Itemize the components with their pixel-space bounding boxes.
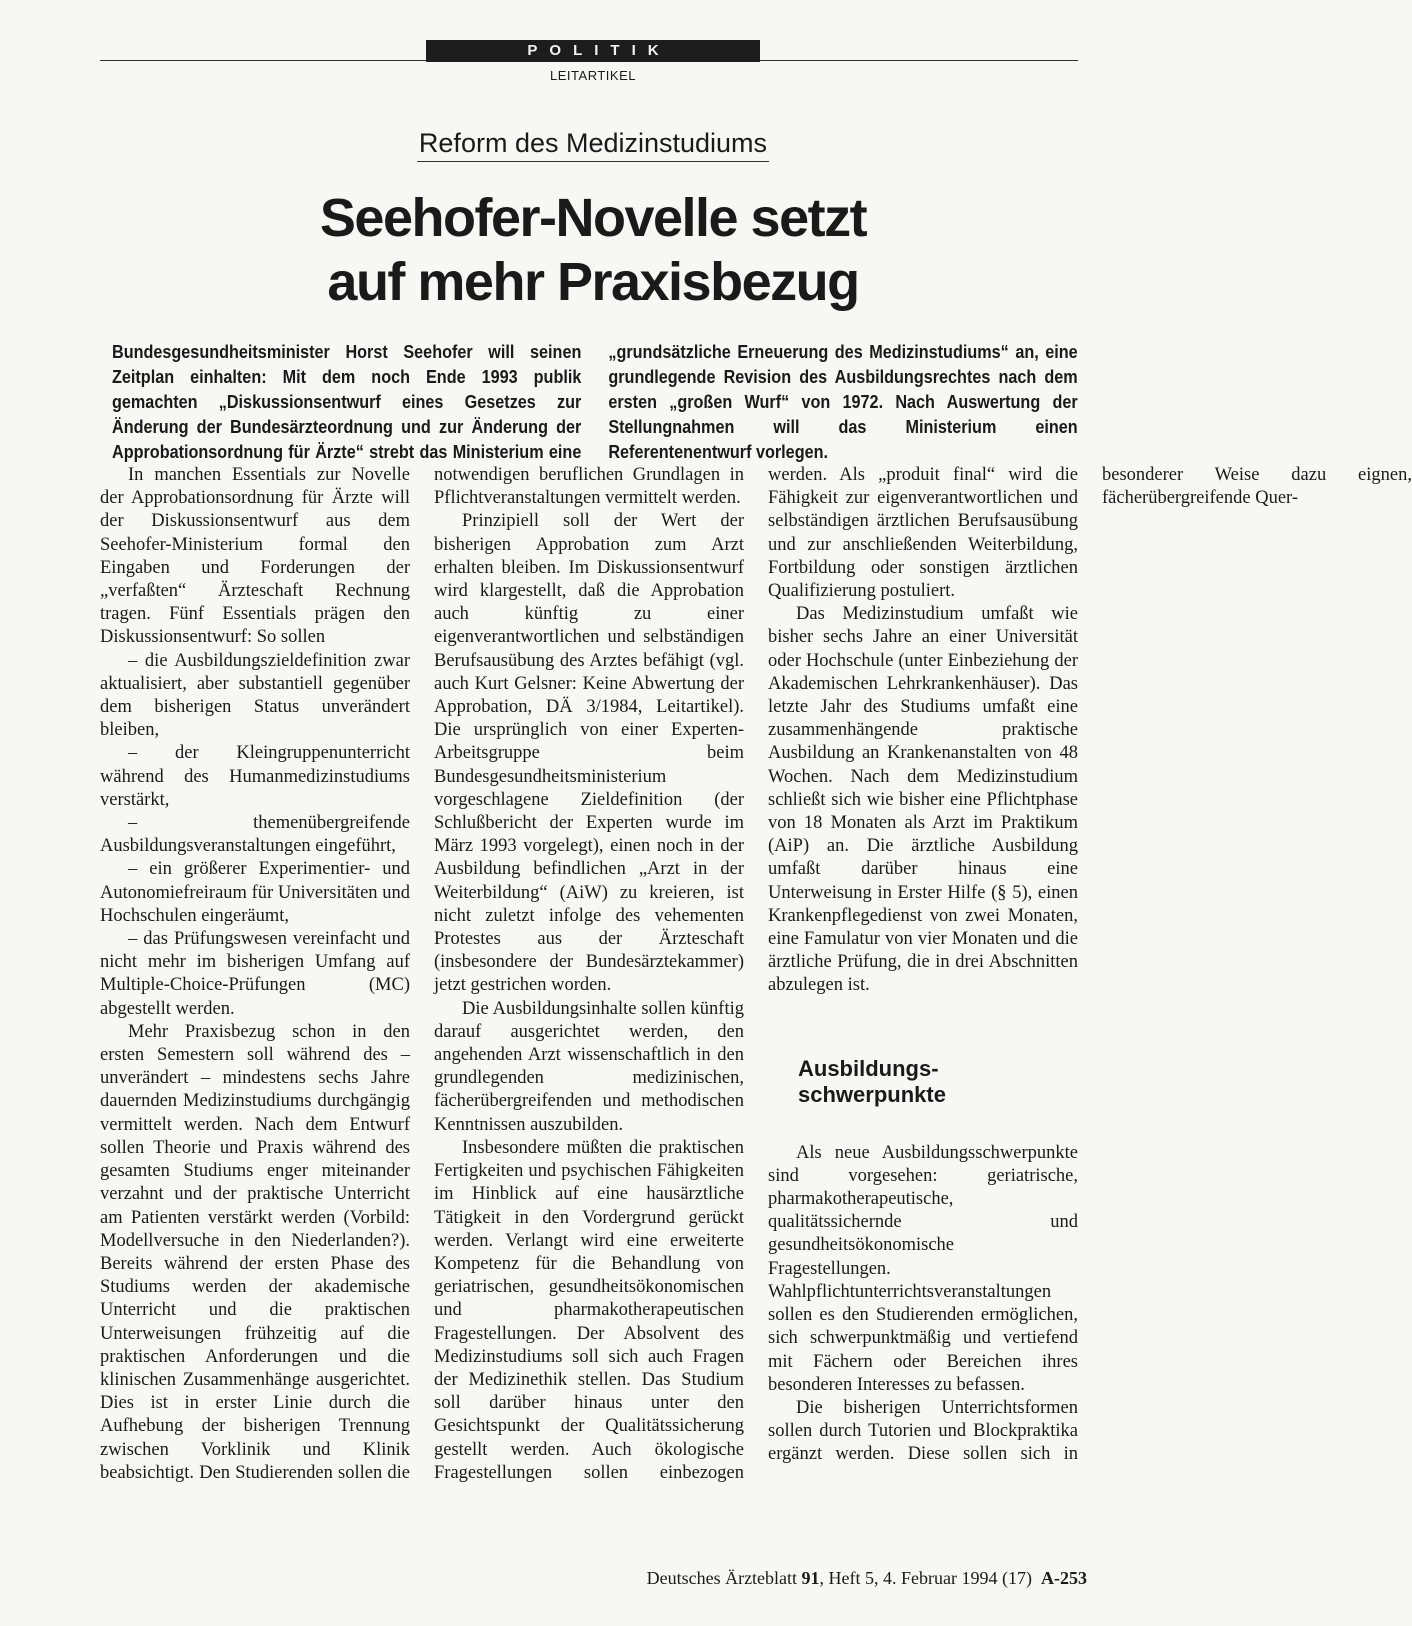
subsection-label: LEITARTIKEL	[550, 68, 636, 83]
list-item: – themenübergreifende Ausbildungsveranstaltungen eingeführt,	[100, 813, 410, 857]
top-rule-right	[760, 60, 1078, 61]
body-paragraph: Prinzipiell soll der Wert der bisherigen Approbation zum Arzt erhalten bleiben. Im Diskussionsentwurf wird klargestellt, daß die Approbation auch künftig zu einer eigenverantwortlichen und selbständigen Berufsausübung des Arztes befähigt (vgl. auch Kurt Gelsner: Keine Abwertung der Approbation, DÄ 3/1984, Leitartikel). Die ursprünglich von einer Experten-Arbeitsgruppe beim Bundesgesundheitsministerium vorgeschlagene Zieldefinition (der Schlußbericht der Experten wurde im März 1993 vorgelegt), einen noch in der Ausbildung befindlichen „Arzt in der Weiterbildung“ (AiW) zu kreieren, ist nicht zuletzt infolge des vehementen Protestes aus der Ärzteschaft (insbesondere der Bundesärztekammer) jetzt gestrichen worden.	[434, 511, 744, 996]
list-item: – der Kleingruppenunterricht während des Humanmedizinstudiums verstärkt,	[100, 743, 410, 810]
list-item: – die Ausbildungszieldefinition zwar aktualisiert, aber substantiell gegenüber dem bisherigen Status unverändert bleiben,	[100, 650, 410, 741]
footer-page: A-253	[1041, 1568, 1087, 1588]
section-label: POLITIK	[426, 40, 760, 62]
page-footer	[647, 1568, 1087, 1589]
headline-line-1: Seehofer-Novelle setzt	[319, 188, 867, 248]
list-item: – ein größerer Experimentier- und Autonomiefreiraum für Universitäten und Hochschulen eingeräumt,	[100, 859, 410, 926]
section-subhead: Ausbildungs- schwerpunkte	[798, 1055, 946, 1107]
body-paragraph: Als neue Ausbildungsschwerpunkte sind vorgesehen: geriatrische, pharmakotherapeutische, qualitätssichernde und gesundheitsökonomische Fragestellungen. Wahlpflichtunterrichtsveranstaltungen sollen es den Studierenden ermöglichen, sich schwerpunktmäßig und vertiefend mit Fächern oder Bereichen ihres besonderen Interesses zu befassen.	[768, 1142, 1078, 1395]
headline-line-2: auf mehr Praxisbezug	[327, 252, 859, 312]
footer-volume: 91	[801, 1568, 820, 1588]
body-paragraph: Die Ausbildungsinhalte sollen künftig darauf ausgerichtet werden, den angehenden Arzt wissenschaftlich in den grundlegenden medizinischen, fächerübergreifenden und methodischen Kenntnissen auszubilden.	[434, 998, 744, 1135]
list-item: – das Prüfungswesen vereinfacht und nicht mehr im bisherigen Umfang auf Multiple-Choice-Prüfungen (MC) abgestellt werden.	[100, 929, 410, 1019]
footer-issue: , Heft 5, 4. Februar 1994 (17)	[819, 1568, 1032, 1588]
lead-paragraph: Bundesgesundheitsminister Horst Seehofer will seinen Zeitplan einhalten: Mit dem noch Ende 1993 publik gemachten „Diskussionsentwurf eines Gesetzes zur Änderung der Bundesärzteordnung und zur Änderung der Approbationsordnung für Ärzte“ strebt das Ministerium eine „grundsätzliche Erneuerung des Medizinstudiums“ an, eine grundlegende Revision des Ausbildungsrechtes nach dem ersten „großen Wurf“ von 1972. Nach Auswertung der Stellungnahmen will das Ministerium einen Referentenentwurf vorlegen.	[112, 342, 1078, 462]
article-body	[100, 464, 1412, 1504]
body-paragraph: Insbesondere müßten die praktischen Fertigkeiten und psychischen Fähigkeiten im Hinblick auf eine hausärztliche Tätigkeit in den Vordergrund gerückt werden. Verlangt wird eine erweiterte Kompetenz für die Behandlung von geriatrischen, gesundheitsökonomischen und pharmakotherapeutischen Fragestellungen. Der Absolvent des Medizinstudiums soll sich auch Fragen der Medizinethik stellen. Das Studium soll darüber hinaus unter den Gesichtspunkt der Qualitätssicherung gestellt werden. Auch ökologische Fragestellungen sollen einbezogen werden. Als „produit final“ wird die Fähigkeit zur eigenverantwortlichen und selbständigen ärztlichen Berufsausübung und zur anschließenden Weiterbildung, Fortbildung oder sonstigen ärztlichen Qualifizierung postuliert.	[434, 465, 1078, 1483]
body-paragraph: Die bisherigen Unterrichtsformen sollen durch Tutorien und Blockpraktika ergänzt werden. Diese sollen sich in besonderer Weise dazu eignen, fächerübergreifende Quer-	[768, 465, 1412, 1465]
kicker-text: Reform des Medizinstudiums	[417, 128, 769, 162]
article-kicker	[0, 128, 1186, 162]
footer-journal: Deutsches Ärzteblatt	[646, 1568, 798, 1588]
top-rule-left	[100, 60, 426, 61]
article-headline	[0, 186, 1186, 314]
body-paragraph: Mehr Praxisbezug schon in den ersten Semestern soll während des – unverändert – mindestens sechs Jahre dauernden Medizinstudiums durchgängig vermittelt werden. Nach dem Entwurf sollen Theorie und Praxis während des gesamten Studiums enger miteinander verzahnt und der praktische Unterricht am Patienten verstärkt werden (Vorbild: Modellversuche in den Niederlanden?). Bereits während der ersten Phase des Studiums werden der akademische Unterricht und die praktischen Unterweisungen frühzeitig auf die praktischen Anforderungen und die klinischen Zusammenhänge ausgerichtet. Dies ist in erster Linie durch die Aufhebung der bisherigen Trennung zwischen Vorklinik und Klinik beabsichtigt. Den Studierenden sollen die notwendigen beruflichen Grundlagen in Pflichtveranstaltungen vermittelt werden.	[100, 465, 744, 1483]
subhead-block	[768, 998, 1078, 1142]
body-paragraph: In manchen Essentials zur Novelle der Approbationsordnung für Ärzte will der Diskussionsentwurf aus dem Seehofer-Ministerium formal den Eingaben und Forderungen der „verfaßten“ Ärzteschaft Rechnung tragen. Fünf Essentials prägen den Diskussionsentwurf: So sollen	[100, 465, 410, 648]
body-paragraph: Das Medizinstudium umfaßt wie bisher sechs Jahre an einer Universität oder Hochschule (unter Einbeziehung der Akademischen Lehrkrankenhäuser). Das letzte Jahr des Studiums umfaßt eine zusammenhängende praktische Ausbildung an Krankenanstalten von 48 Wochen. Nach dem Medizinstudium schließt sich wie bisher eine Pflichtphase von 18 Monaten als Arzt im Praktikum (AiP) an. Die ärztliche Ausbildung umfaßt darüber hinaus eine Unterweisung in Erster Hilfe (§ 5), einen Krankenpflegedienst von zwei Monaten, eine Famulatur von vier Monaten und die ärztliche Prüfung, die in drei Abschnitten abzulegen ist.	[768, 604, 1078, 996]
